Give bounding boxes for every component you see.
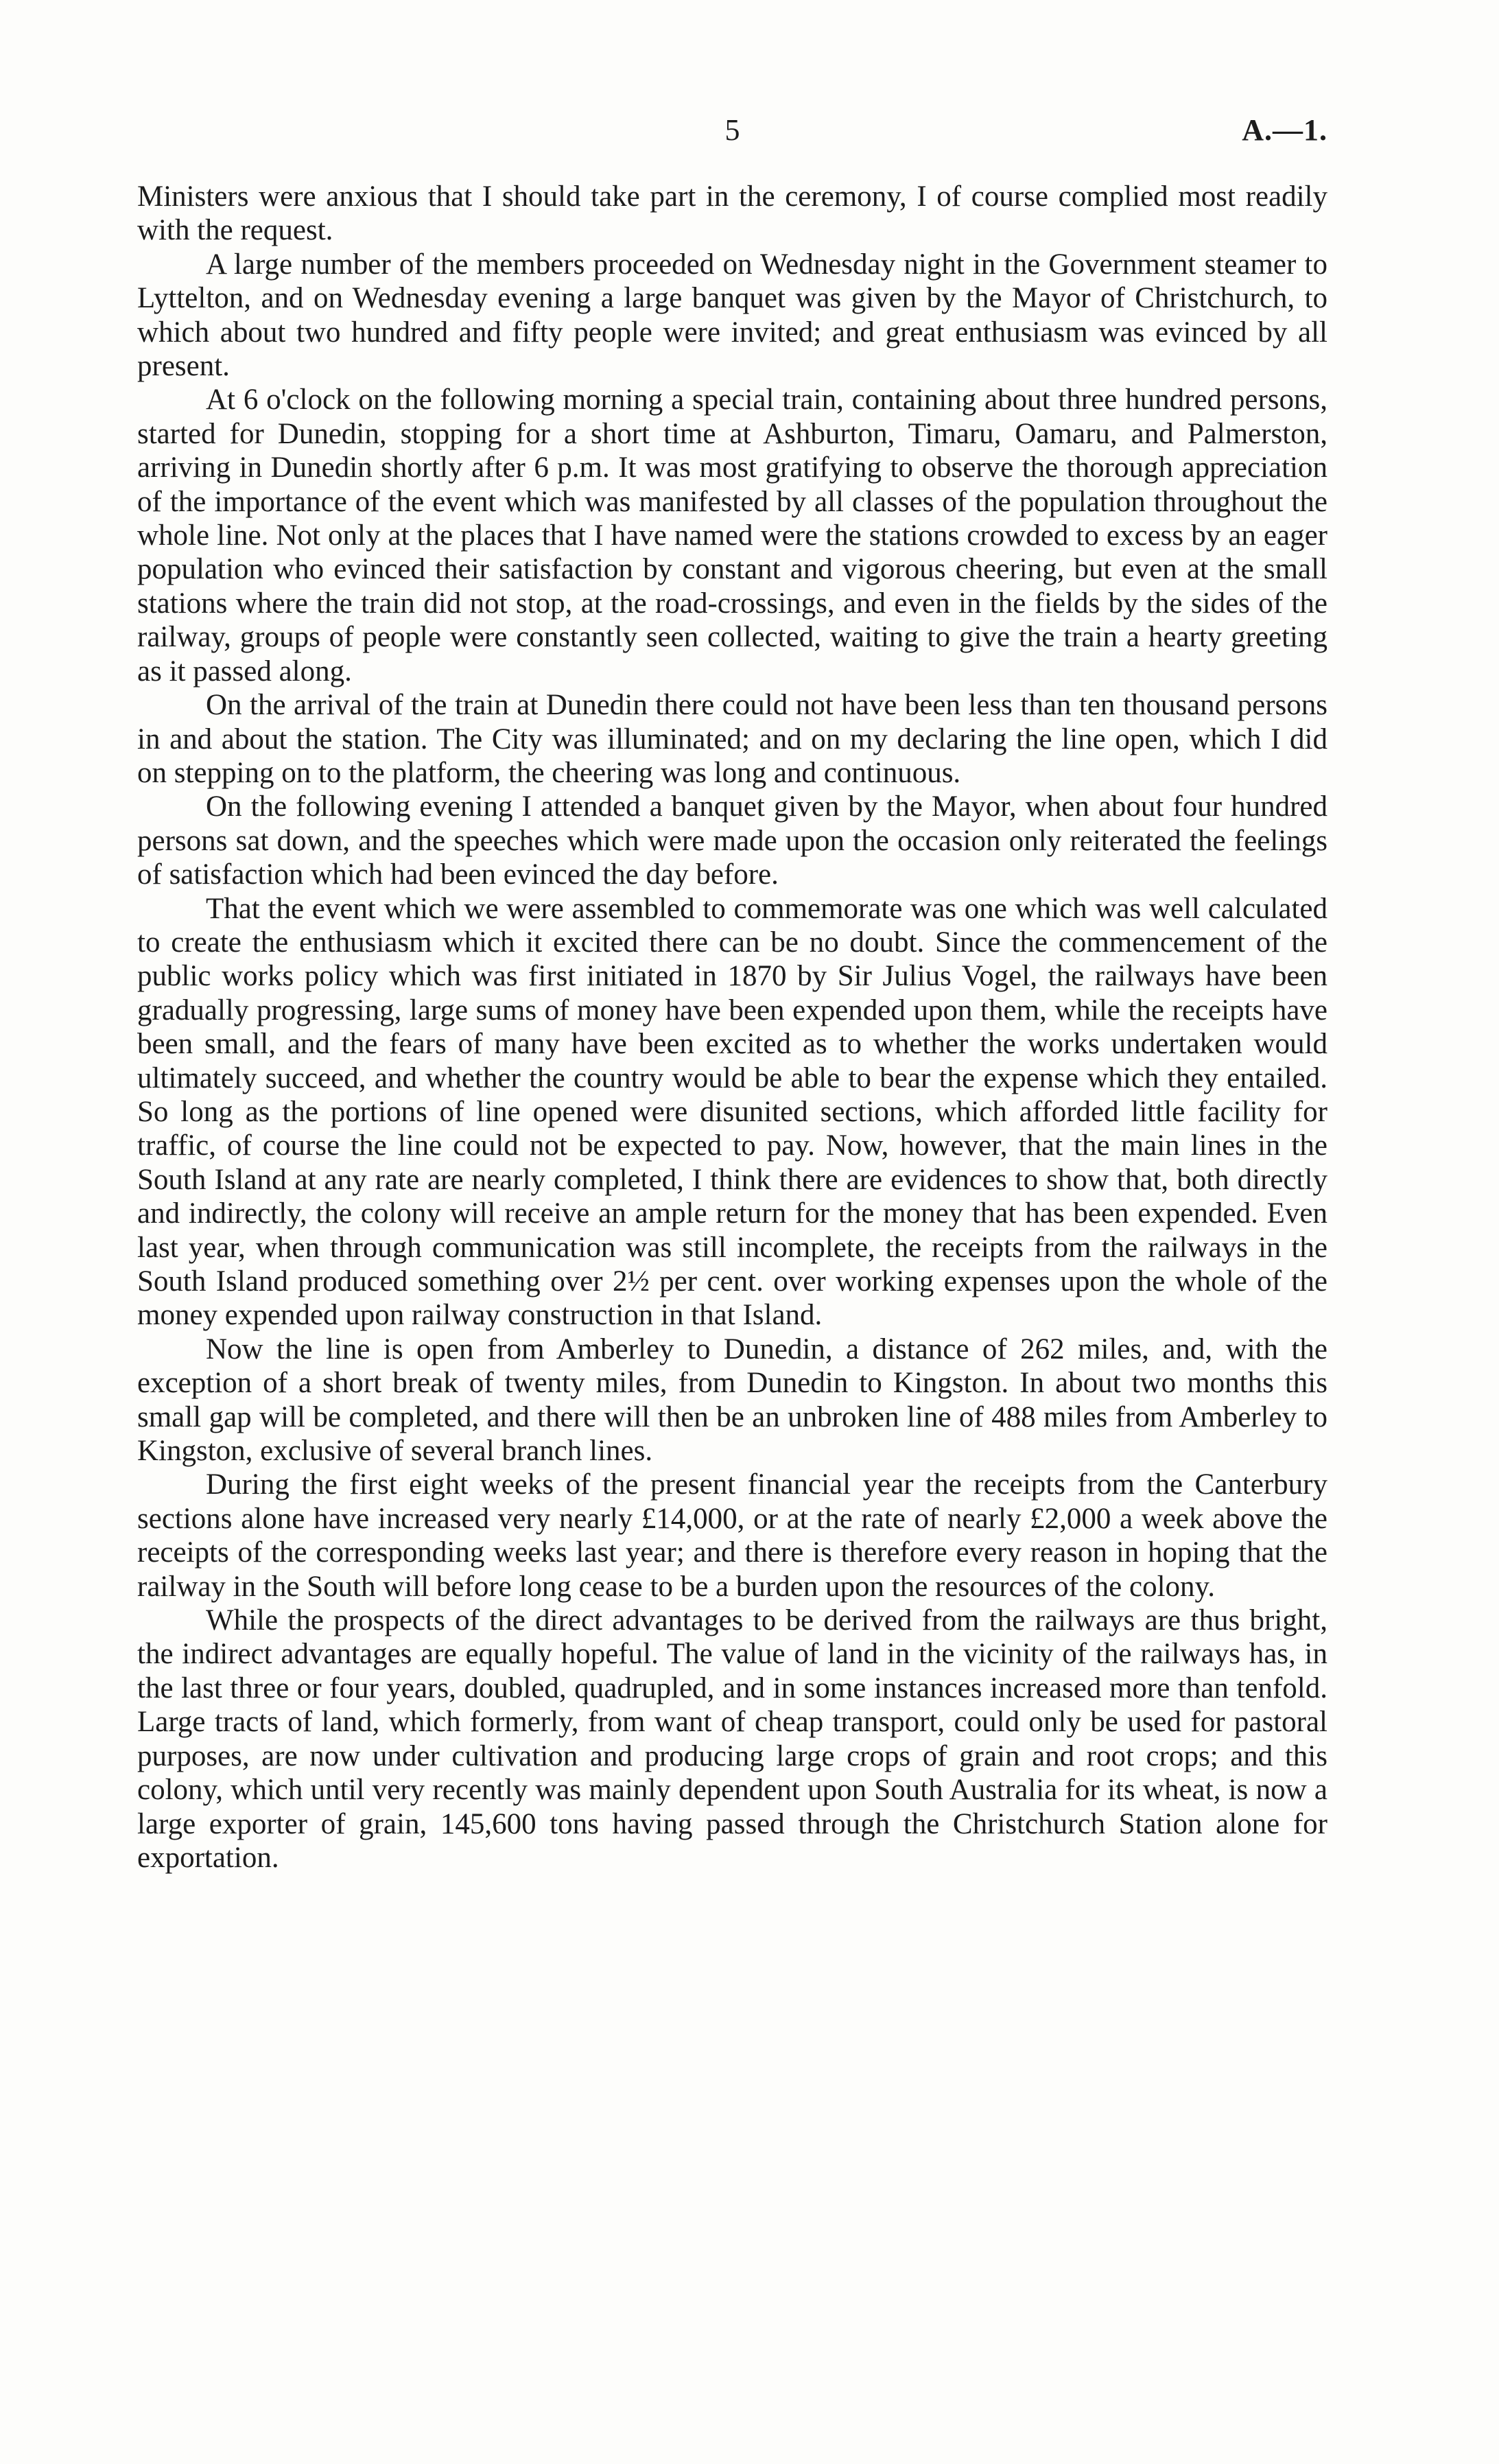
paragraph-4: On the arrival of the train at Dunedin there could not have been less than ten thousand persons in and about the station. The City was illuminated; and on my declaring the line open, which I did on stepping on to the platform, the cheering was long and continuous. (137, 689, 1327, 789)
paragraph-9: While the prospects of the direct advantages to be derived from the railways are thus bright, the indirect advantages are equally hopeful. The value of land in the vicinity of the railways has, in the last three or four years, doubled, quadrupled, and in some instances increased more than tenfold. Large tracts of land, which formerly, from want of cheap transport, could only be used for pastoral purposes, are now under cultivation and producing large crops of grain and root crops; and this colony, which until very recently was mainly dependent upon South Australia for its wheat, is now a large exporter of grain, 145,600 tons having passed through the Christchurch Station alone for exportation. (137, 1604, 1327, 1874)
paragraph-8: During the first eight weeks of the present financial year the receipts from the Canterbury sections alone have increased very nearly £14,000, or at the rate of nearly £2,000 a week above the receipts of the corresponding weeks last year; and there is therefore every reason in hoping that the railway in the South will before long cease to be a burden upon the resources of the colony. (137, 1468, 1327, 1603)
paragraph-7: Now the line is open from Amberley to Dunedin, a distance of 262 miles, and, with the exception of a short break of twenty miles, from Dunedin to Kingston. In about two months this small gap will be completed, and there will then be an unbroken line of 488 miles from Amberley to Kingston, exclusive of several branch lines. (137, 1333, 1327, 1468)
page-header (137, 110, 1327, 151)
body-text (137, 180, 1327, 1875)
paragraph-3: At 6 o'clock on the following morning a special train, containing about three hundred persons, started for Dunedin, stopping for a short time at Ashburton, Timaru, Oamaru, and Palmerston, arriving in Dunedin shortly after 6 p.m. It was most gratifying to observe the thorough appreciation of the importance of the event which was manifested by all classes of the population throughout the whole line. Not only at the places that I have named were the stations crowded to excess by an eager population who evinced their satisfaction by constant and vigorous cheering, but even at the small stations where the train did not stop, at the road-crossings, and even in the fields by the sides of the railway, groups of people were constantly seen collected, waiting to give the train a hearty greeting as it passed along. (137, 384, 1327, 688)
paragraph-2: A large number of the members proceeded on Wednesday night in the Government steamer to Lyttelton, and on Wednesday evening a large banquet was given by the Mayor of Christchurch, to which about two hundred and fifty people were invited; and great enthusiasm was evinced by all present. (137, 248, 1327, 383)
page-number: 5 (724, 113, 740, 147)
paragraph-6: That the event which we were assembled to commemorate was one which was well calculated to create the enthusiasm which it excited there can be no doubt. Since the commencement of the public works policy which was first initiated in 1870 by Sir Julius Vogel, the railways have been gradually progressing, large sums of money have been expended upon them, while the receipts have been small, and the fears of many have been excited as to whether the works undertaken would ultimately succeed, and whether the country would be able to bear the expense which they entailed. So long as the portions of line opened were disunited sections, which afforded little facility for traffic, of course the line could not be expected to pay. Now, however, that the main lines in the South Island at any rate are nearly completed, I think there are evidences to show that, both directly and indirectly, the colony will receive an ample return for the money that has been expended. Even last year, when through communication was still incomplete, the receipts from the railways in the South Island produced something over 2½ per cent. over working expenses upon the whole of the money expended upon railway construction in that Island. (137, 892, 1327, 1332)
document-reference: A.—1. (1242, 113, 1327, 147)
paragraph-5: On the following evening I attended a banquet given by the Mayor, when about four hundred persons sat down, and the speeches which were made upon the occasion only reiterated the feelings of satisfaction which had been evinced the day before. (137, 790, 1327, 891)
paragraph-1: Ministers were anxious that I should take part in the ceremony, I of course complied most readily with the request. (137, 180, 1327, 247)
